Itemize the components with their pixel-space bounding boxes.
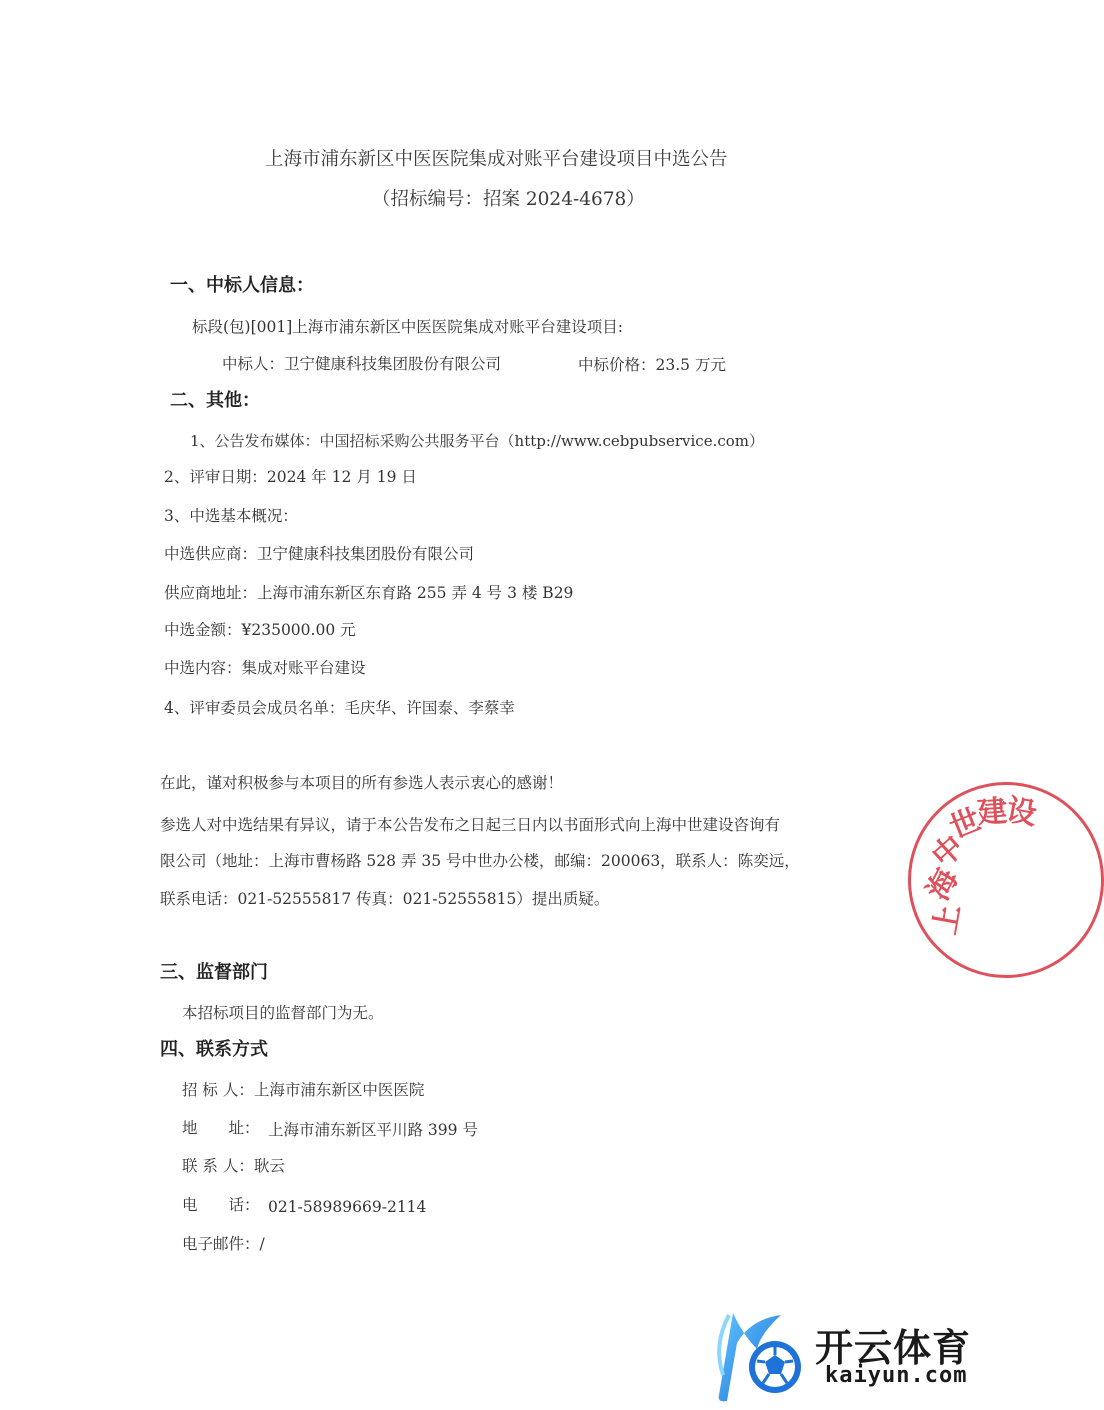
document-subtitle: （招标编号：招案 2024-4678） (372, 189, 645, 210)
seal-char: 世 (944, 802, 986, 847)
winner-line: 中标人：卫宁健康科技集团股份有限公司 (222, 355, 502, 373)
section3-heading: 三、监督部门 (160, 962, 268, 983)
brand-watermark (703, 1305, 983, 1405)
supervision-text: 本招标项目的监督部门为无。 (182, 1004, 384, 1022)
amount-line: 中选金额：¥235000.00 元 (164, 621, 356, 639)
seal-char: 设 (1003, 792, 1040, 833)
phone-label: 电 话： (182, 1196, 260, 1214)
seal-char: 建 (976, 793, 1009, 831)
address-value: 上海市浦东新区平川路 399 号 (268, 1121, 478, 1139)
brand-k-ball-icon (703, 1305, 813, 1405)
company-seal (908, 782, 1104, 978)
objection-line-2: 限公司（地址：上海市曹杨路 528 弄 35 号中世办公楼，邮编：200063，联系人：陈奕远， (160, 852, 800, 870)
seal-char: 上 (927, 901, 968, 938)
price-line: 中标价格：23.5 万元 (578, 356, 726, 374)
section2-heading: 二、其他： (170, 390, 260, 411)
seal-char: 中 (925, 828, 972, 875)
content-line: 中选内容：集成对账平台建设 (164, 659, 366, 677)
tenderer-line: 招 标 人：上海市浦东新区中医医院 (182, 1081, 425, 1099)
section4-heading: 四、联系方式 (160, 1039, 268, 1060)
document-title: 上海市浦东新区中医医院集成对账平台建设项目中选公告 (265, 149, 728, 170)
item-media: 1、公告发布媒体：中国招标采购公共服务平台（http://www.cebpubservice.com） (190, 432, 764, 450)
supplier-address-line: 供应商地址：上海市浦东新区东育路 255 弄 4 号 3 楼 B29 (164, 584, 574, 602)
brand-domain: kaiyun.com (825, 1363, 968, 1388)
thanks-line: 在此，谨对积极参与本项目的所有参选人表示衷心的感谢！ (160, 774, 564, 792)
objection-line-3: 联系电话：021-52555817 传真：021-52555815）提出质疑。 (160, 890, 610, 908)
address-label: 地 址： (182, 1119, 260, 1137)
phone-value: 021-58989669-2114 (268, 1198, 427, 1216)
objection-line-1: 参选人对中选结果有异议，请于本公告发布之日起三日内以书面形式向上海中世建设咨询有 (160, 816, 781, 834)
section1-heading: 一、中标人信息： (170, 275, 314, 296)
brand-name: 开云体育 (815, 1326, 972, 1370)
item-date: 2、评审日期：2024 年 12 月 19 日 (164, 468, 417, 486)
item-overview: 3、中选基本概况： (164, 507, 298, 525)
supplier-line: 中选供应商：卫宁健康科技集团股份有限公司 (164, 545, 475, 563)
committee-line: 4、评审委员会成员名单：毛庆华、许国泰、李蔡幸 (164, 699, 515, 717)
lot-line: 标段(包)[001]上海市浦东新区中医医院集成对账平台建设项目: (192, 318, 623, 336)
seal-char: 海 (920, 863, 966, 907)
contact-line: 联 系 人：耿云 (182, 1157, 285, 1175)
email-line: 电子邮件：/ (182, 1235, 265, 1253)
